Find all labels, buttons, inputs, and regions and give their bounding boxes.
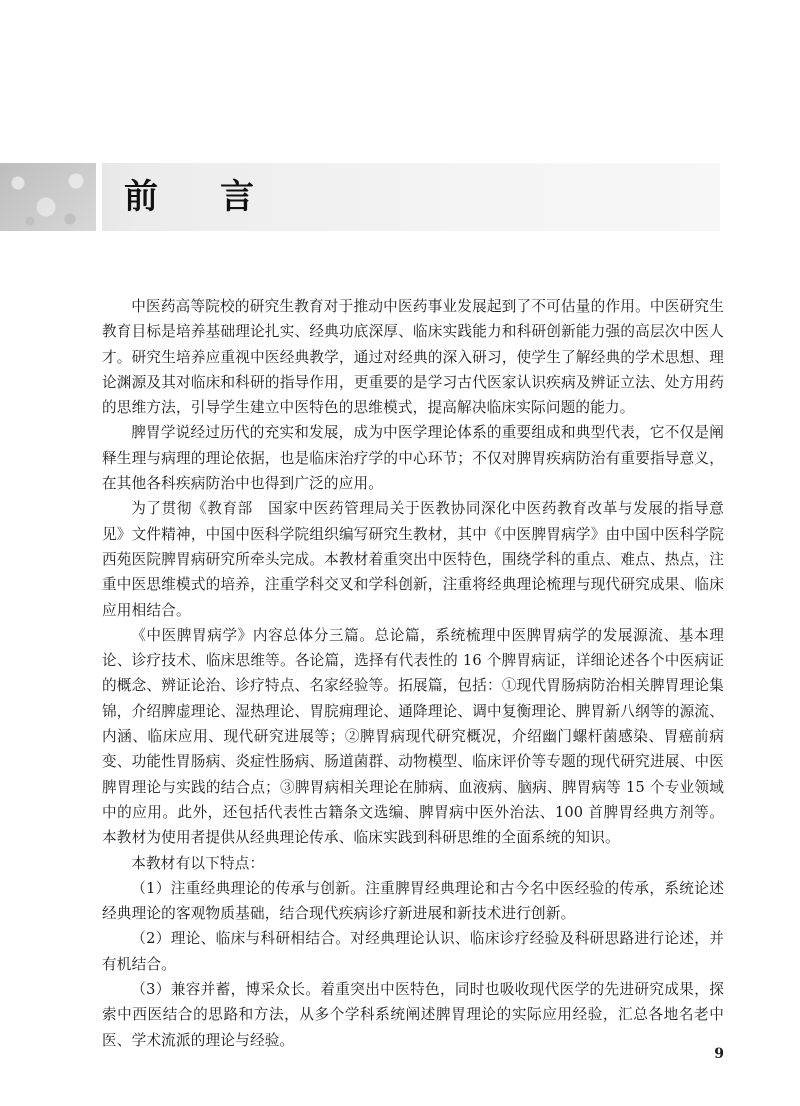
paragraph: 《中医脾胃病学》内容总体分三篇。总论篇，系统梳理中医脾胃病学的发展源流、基本理论、诊疗技术、临床思维等。各论篇，选择有代表性的 16 个脾胃病证，详细论述各个中医病证的概念、辨证论治、诊疗特点、名家经验等。拓展篇，包括：①现代胃肠病防治相关脾胃理论集锦，介绍脾虚理论、湿热理论、胃脘痈理论、通降理论、调中复衡理论、脾胃新八纲等的源流、内涵、临床应用、现代研究进展等；②脾胃病现代研究概况，介绍幽门螺杆菌感染、胃癌前病变、功能性胃肠病、炎症性肠病、肠道菌群、动物模型、临床评价等专题的现代研究进展、中医脾胃理论与实践的结合点；③脾胃病相关理论在肺病、血液病、脑病、脾胃病等 15 个专业领域中的应用。此外，还包括代表性古籍条文选编、脾胃病中医外治法、100 首脾胃经典方剂等。本教材为使用者提供从经典理论传承、临床实践到科研思维的全面系统的知识。: [102, 626, 724, 847]
paragraph: （1）注重经典理论的传承与创新。注重脾胃经典理论和古今名中医经验的传承，系统论述经典理论的客观物质基础，结合现代疾病诊疗新进展和新技术进行创新。: [102, 879, 724, 923]
paragraph: 脾胃学说经过历代的充实和发展，成为中医学理论体系的重要组成和典型代表，它不仅是阐释生理与病理的理论依据，也是临床治疗学的中心环节；不仅对脾胃疾病防治有重要指导意义，在其他各科疾病防治中也得到广泛的应用。: [102, 424, 724, 493]
paragraph: 中医药高等院校的研究生教育对于推动中医药事业发展起到了不可估量的作用。中医研究生教育目标是培养基础理论扎实、经典功底深厚、临床实践能力和科研创新能力强的高层次中医人才。研究生培养应重视中医经典教学，通过对经典的深入研习，使学生了解经典的学术思想、理论渊源及其对临床和科研的指导作用，更重要的是学习古代医家认识疾病及辨证立法、处方用药的思维方法，引导学生建立中医特色的思维模式，提高解决临床实际问题的能力。: [102, 298, 724, 417]
paragraph: 为了贯彻《教育部 国家中医药管理局关于医教协同深化中医药教育改革与发展的指导意见》文件精神，中国中医科学院组织编写研究生教材，其中《中医脾胃病学》由中国中医科学院西苑医院脾胃病研究所牵头完成。本教材着重突出中医特色，围绕学科的重点、难点、热点，注重中医思维模式的培养，注重学科交叉和学科创新，注重将经典理论梳理与现代研究成果、临床应用相结合。: [102, 500, 724, 619]
banner-divider: [96, 163, 102, 231]
page-number: 9: [714, 1046, 724, 1062]
preface-body: [102, 294, 724, 1053]
decorative-pattern: [0, 163, 96, 231]
paragraph: （3）兼容并蓄，博采众长。着重突出中医特色，同时也吸收现代医学的先进研究成果，探索中西医结合的思路和方法，从多个学科系统阐述脾胃理论的实际应用经验，汇总各地名老中医、学术流派的理论与经验。: [102, 981, 724, 1049]
page-title: 前言: [124, 177, 316, 217]
section-banner: [0, 163, 720, 231]
paragraph: （2）理论、临床与科研相结合。对经典理论认识、临床诊疗经验及科研思路进行论述，并有机结合。: [102, 930, 724, 973]
paragraph: 本教材有以下特点：: [131, 854, 265, 872]
